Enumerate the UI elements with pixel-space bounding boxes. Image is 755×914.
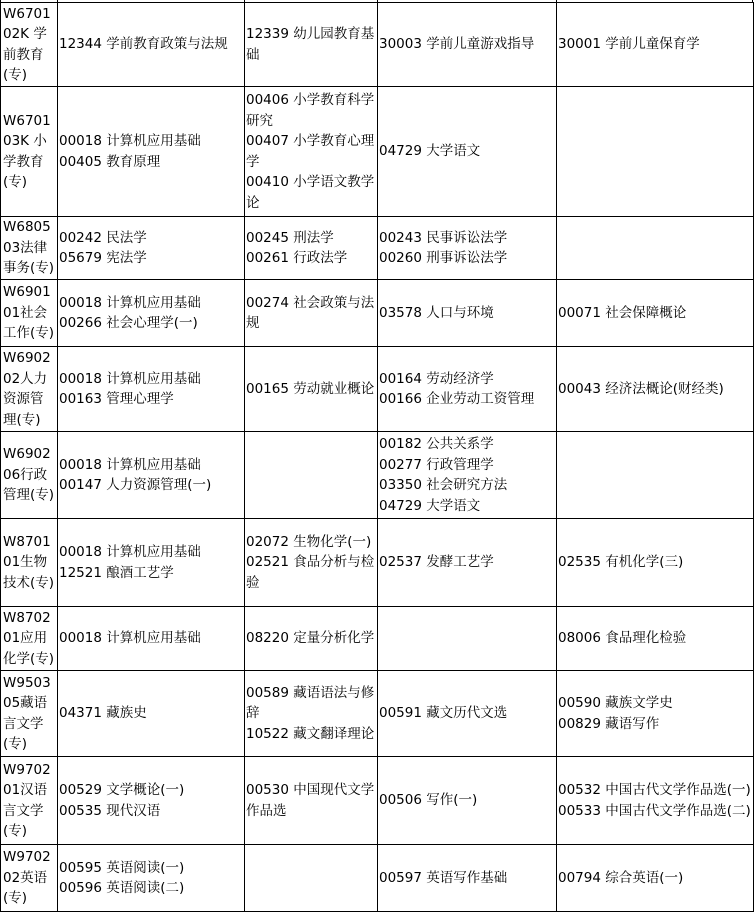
- table-row: [1, 671, 754, 757]
- course-entry: 00163 管理心理学: [59, 391, 174, 407]
- course-entry: 00410 小学语文教学论: [246, 174, 375, 211]
- major-cell: W690206行政管理(专): [1, 432, 58, 519]
- major-cell: W670102K 学前教育(专): [1, 3, 58, 87]
- course-cell: [58, 217, 245, 280]
- table-row: [1, 757, 754, 845]
- course-entry: 00406 小学教育科学研究: [246, 92, 375, 129]
- course-cell: [557, 217, 754, 280]
- course-entry: 00147 人力资源管理(一): [59, 477, 212, 493]
- table-row: [1, 432, 754, 519]
- major-cell: W690202人力资源管理(专): [1, 347, 58, 432]
- course-entry: 00165 劳动就业概论: [246, 380, 375, 397]
- major-cell: W680503法律事务(专): [1, 217, 58, 280]
- course-entry: 00242 民法学: [59, 229, 147, 246]
- table-row: [1, 845, 754, 912]
- course-entry: 00018 计算机应用基础: [59, 544, 201, 560]
- table-row: [1, 347, 754, 432]
- major-cell: W950305藏语言文学(专): [1, 671, 58, 757]
- course-entry: 00596 英语阅读(二): [59, 880, 185, 896]
- course-cell: [378, 432, 557, 519]
- course-entry: 00532 中国古代文学作品选(一): [558, 782, 751, 798]
- course-cell: [245, 347, 378, 432]
- course-entry: 02537 发酵工艺学: [379, 554, 494, 571]
- course-entry: 00533 中国古代文学作品选(二): [558, 802, 751, 819]
- course-cell: [378, 519, 557, 607]
- course-entry: 04729 大学语文: [379, 497, 481, 514]
- course-cell: [557, 432, 754, 519]
- course-entry: 04729 大学语文: [379, 143, 481, 160]
- course-cell: [245, 519, 378, 607]
- course-cell: [378, 607, 557, 671]
- course-entry: 00591 藏文历代文选: [379, 705, 508, 722]
- table-row: [1, 217, 754, 280]
- course-entry: 00018 计算机应用基础: [59, 630, 201, 647]
- course-entry: 30001 学前儿童保育学: [558, 36, 700, 53]
- course-cell: [58, 845, 245, 912]
- table-body: [1, 3, 754, 912]
- course-entry: 00243 民事诉讼法学: [379, 229, 508, 246]
- course-entry: 00407 小学教育心理学: [246, 133, 375, 170]
- course-entry: 00589 藏语语法与修辞: [246, 684, 375, 722]
- course-entry: 00245 刑法学: [246, 229, 334, 246]
- course-cell: [557, 519, 754, 607]
- course-entry: 00794 综合英语(一): [558, 869, 684, 886]
- course-cell: [557, 607, 754, 671]
- course-cell: [58, 519, 245, 607]
- course-cell: [58, 432, 245, 519]
- course-entry: 12339 幼儿园教育基础: [246, 26, 375, 63]
- course-entry: 00530 中国现代文学作品选: [246, 782, 375, 819]
- course-cell: [245, 845, 378, 912]
- course-cell: [245, 217, 378, 280]
- course-entry: 00405 教育原理: [59, 153, 161, 170]
- course-entry: 04371 藏族史: [59, 705, 147, 722]
- course-entry: 02072 生物化学(一): [246, 533, 372, 550]
- course-entry: 10522 藏文翻译理论: [246, 725, 375, 742]
- course-entry: 03578 人口与环境: [379, 304, 494, 321]
- course-cell: [378, 845, 557, 912]
- table-row: [1, 519, 754, 607]
- course-entry: 30003 学前儿童游戏指导: [379, 36, 535, 53]
- course-entry: 00535 现代汉语: [59, 802, 161, 819]
- course-cell: [58, 3, 245, 87]
- course-cell: [58, 607, 245, 671]
- course-entry: 00018 计算机应用基础: [59, 133, 201, 149]
- course-entry: 00529 文学概论(一): [59, 782, 185, 798]
- course-cell: [378, 3, 557, 87]
- course-cell: [245, 432, 378, 519]
- course-entry: 08006 食品理化检验: [558, 630, 687, 647]
- major-cell: W970201汉语言文学(专): [1, 757, 58, 845]
- course-entry: 00182 公共关系学: [379, 436, 494, 452]
- major-cell: W670103K 小学教育(专): [1, 87, 58, 217]
- course-entry: 00595 英语阅读(一): [59, 859, 185, 876]
- course-cell: [557, 671, 754, 757]
- course-cell: [378, 671, 557, 757]
- course-cell: [58, 347, 245, 432]
- course-entry: 02535 有机化学(三): [558, 554, 684, 571]
- table-row: [1, 280, 754, 347]
- course-cell: [245, 757, 378, 845]
- course-entry: 00266 社会心理学(一): [59, 315, 198, 331]
- course-entry: 00829 藏语写作: [558, 715, 660, 732]
- course-entry: 00590 藏族文学史: [558, 695, 673, 711]
- course-entry: 00277 行政管理学: [379, 456, 494, 473]
- course-entry: 00164 劳动经济学: [379, 370, 494, 387]
- course-cell: [557, 757, 754, 845]
- course-entry: 08220 定量分析化学: [246, 630, 375, 647]
- course-entry: 00597 英语写作基础: [379, 869, 508, 886]
- course-cell: [378, 280, 557, 347]
- table-row: [1, 607, 754, 671]
- exam-schedule-table: [0, 2, 754, 912]
- course-entry: 00274 社会政策与法规: [246, 294, 375, 331]
- course-entry: 00260 刑事诉讼法学: [379, 250, 508, 266]
- major-cell: W870201应用化学(专): [1, 607, 58, 671]
- course-cell: [557, 347, 754, 432]
- course-cell: [557, 3, 754, 87]
- course-cell: [245, 87, 378, 217]
- course-entry: 05679 宪法学: [59, 250, 147, 266]
- course-cell: [245, 3, 378, 87]
- course-entry: 00043 经济法概论(财经类): [558, 380, 724, 397]
- table-row: [1, 3, 754, 87]
- table-row: [1, 87, 754, 217]
- course-cell: [378, 87, 557, 217]
- course-cell: [245, 607, 378, 671]
- course-cell: [245, 280, 378, 347]
- course-cell: [58, 280, 245, 347]
- course-entry: 03350 社会研究方法: [379, 477, 508, 493]
- major-cell: W970202英语(专): [1, 845, 58, 912]
- course-entry: 00018 计算机应用基础: [59, 456, 201, 473]
- course-entry: 02521 食品分析与检验: [246, 554, 375, 591]
- major-cell: W690101社会工作(专): [1, 280, 58, 347]
- course-entry: 00018 计算机应用基础: [59, 370, 201, 387]
- course-entry: 00166 企业劳动工资管理: [379, 391, 535, 407]
- major-cell: W870101生物技术(专): [1, 519, 58, 607]
- course-cell: [557, 87, 754, 217]
- course-entry: 00018 计算机应用基础: [59, 294, 201, 311]
- course-cell: [557, 845, 754, 912]
- course-cell: [58, 671, 245, 757]
- course-cell: [245, 671, 378, 757]
- course-cell: [557, 280, 754, 347]
- course-entry: 00506 写作(一): [379, 792, 478, 809]
- course-entry: 12344 学前教育政策与法规: [59, 36, 228, 53]
- course-cell: [58, 757, 245, 845]
- course-entry: 00261 行政法学: [246, 250, 348, 266]
- course-cell: [58, 87, 245, 217]
- course-entry: 00071 社会保障概论: [558, 304, 687, 321]
- course-cell: [378, 217, 557, 280]
- course-entry: 12521 酿酒工艺学: [59, 564, 174, 581]
- course-cell: [378, 347, 557, 432]
- course-cell: [378, 757, 557, 845]
